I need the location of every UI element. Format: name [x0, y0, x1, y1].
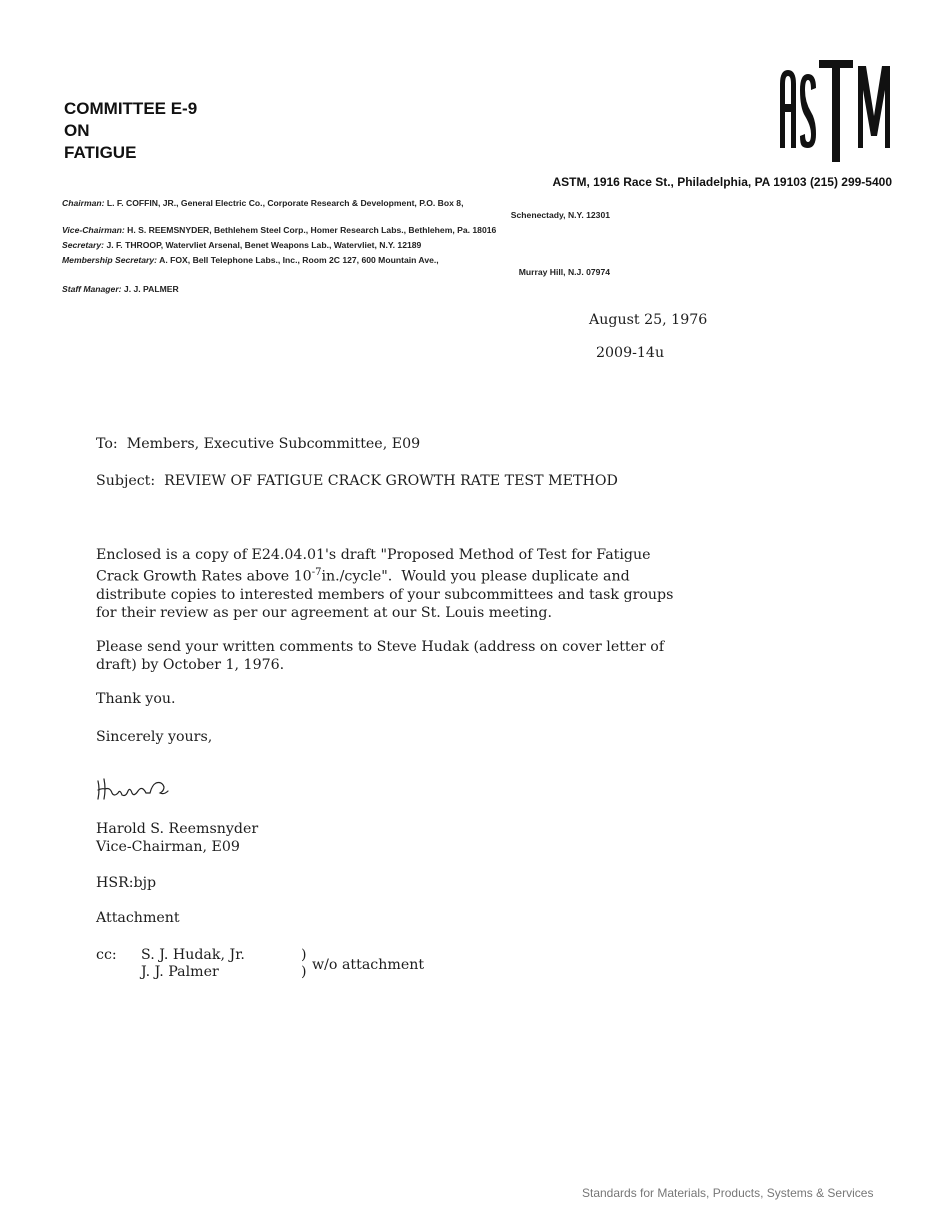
cc-note: w/o attachment: [312, 957, 425, 973]
para2-line-2: draft) by October 1, 1976.: [96, 657, 285, 673]
committee-line-3: FATIGUE: [64, 143, 137, 162]
cc-bracket-2: ): [301, 964, 307, 980]
logo-text: ASTM: [836, 116, 839, 117]
letter-date: August 25, 1976: [589, 312, 708, 328]
secretary-text: J. F. THROOP, Watervliet Arsenal, Benet Weapons Lab., Watervliet, N.Y. 12189: [106, 240, 422, 250]
para1-line-2-a: Crack Growth Rates above 10: [96, 568, 312, 585]
cc-list: [96, 947, 307, 981]
membership-role: Membership Secretary:: [62, 255, 158, 265]
officer-staff-manager: [62, 284, 179, 294]
officer-membership-secretary: [62, 254, 622, 266]
letter-recipient: To: Members, Executive Subcommittee, E09: [96, 436, 421, 452]
cc-name-1: S. J. Hudak, Jr.: [141, 947, 245, 963]
letter-reference: 2009-14u: [596, 345, 665, 361]
signer-name: Harold S. Reemsnyder: [96, 821, 259, 837]
closing: Sincerely yours,: [96, 729, 213, 745]
thank-you: Thank you.: [96, 691, 176, 707]
vice-role: Vice-Chairman:: [62, 225, 125, 235]
footer-tagline: Standards for Materials, Products, Systems & Services: [582, 1186, 874, 1200]
officer-vice-chairman: [62, 224, 622, 236]
para2-line-1: Please send your written comments to Steve Hudak (address on cover letter of: [96, 639, 665, 655]
chairman-role: Chairman:: [62, 198, 105, 208]
astm-address: ASTM, 1916 Race St., Philadelphia, PA 19103 (215) 299-5400: [552, 175, 892, 189]
body-paragraph-2: [96, 638, 664, 674]
signer-title: Vice-Chairman, E09: [96, 839, 240, 855]
letter-subject: Subject: REVIEW OF FATIGUE CRACK GROWTH RATE TEST METHOD: [96, 473, 618, 489]
typist-initials: HSR:bjp: [96, 875, 157, 891]
committee-line-1: COMMITTEE E-9: [64, 99, 198, 118]
officers-list: [62, 197, 622, 278]
officer-secretary: [62, 239, 622, 251]
cc-row-1: [96, 947, 307, 964]
cc-label: cc:: [96, 947, 117, 963]
officer-chairman: [62, 197, 622, 209]
secretary-role: Secretary:: [62, 240, 105, 250]
para1-line-2-b: in./cycle". Would you please duplicate and: [321, 568, 630, 585]
cc-name-2: J. J. Palmer: [141, 964, 219, 980]
staff-role: Staff Manager:: [62, 284, 122, 294]
cc-bracket-1: ): [301, 947, 307, 963]
committee-heading: [64, 98, 197, 164]
para1-line-4: for their review as per our agreement at our St. Louis meeting.: [96, 604, 552, 621]
signature-block: [96, 820, 258, 856]
handwritten-signature: [94, 773, 174, 803]
para1-line-1: Enclosed is a copy of E24.04.01's draft "Proposed Method of Test for Fatigue: [96, 547, 651, 563]
chairman-text: L. F. COFFIN, JR., General Electric Co., Corporate Research & Development, P.O. Box 8,: [106, 198, 464, 208]
membership-cont: Murray Hill, N.J. 07974: [518, 267, 610, 277]
attachment-note: Attachment: [96, 910, 180, 926]
body-paragraph-1: [96, 546, 673, 622]
chairman-cont: Schenectady, N.Y. 12301: [510, 210, 610, 220]
para1-line-3: distribute copies to interested members of your subcommittees and task groups: [96, 586, 674, 603]
committee-line-2: ON: [64, 121, 90, 140]
staff-text: J. J. PALMER: [123, 284, 179, 294]
membership-text: A. FOX, Bell Telephone Labs., Inc., Room 2C 127, 600 Mountain Ave.,: [159, 255, 439, 265]
astm-logo: [778, 56, 894, 166]
cc-row-2: [96, 964, 307, 981]
para1-line-2: [96, 564, 673, 586]
exponent: -7: [311, 567, 322, 578]
vice-text: H. S. REEMSNYDER, Bethlehem Steel Corp., Homer Research Labs., Bethlehem, Pa. 18016: [127, 225, 497, 235]
